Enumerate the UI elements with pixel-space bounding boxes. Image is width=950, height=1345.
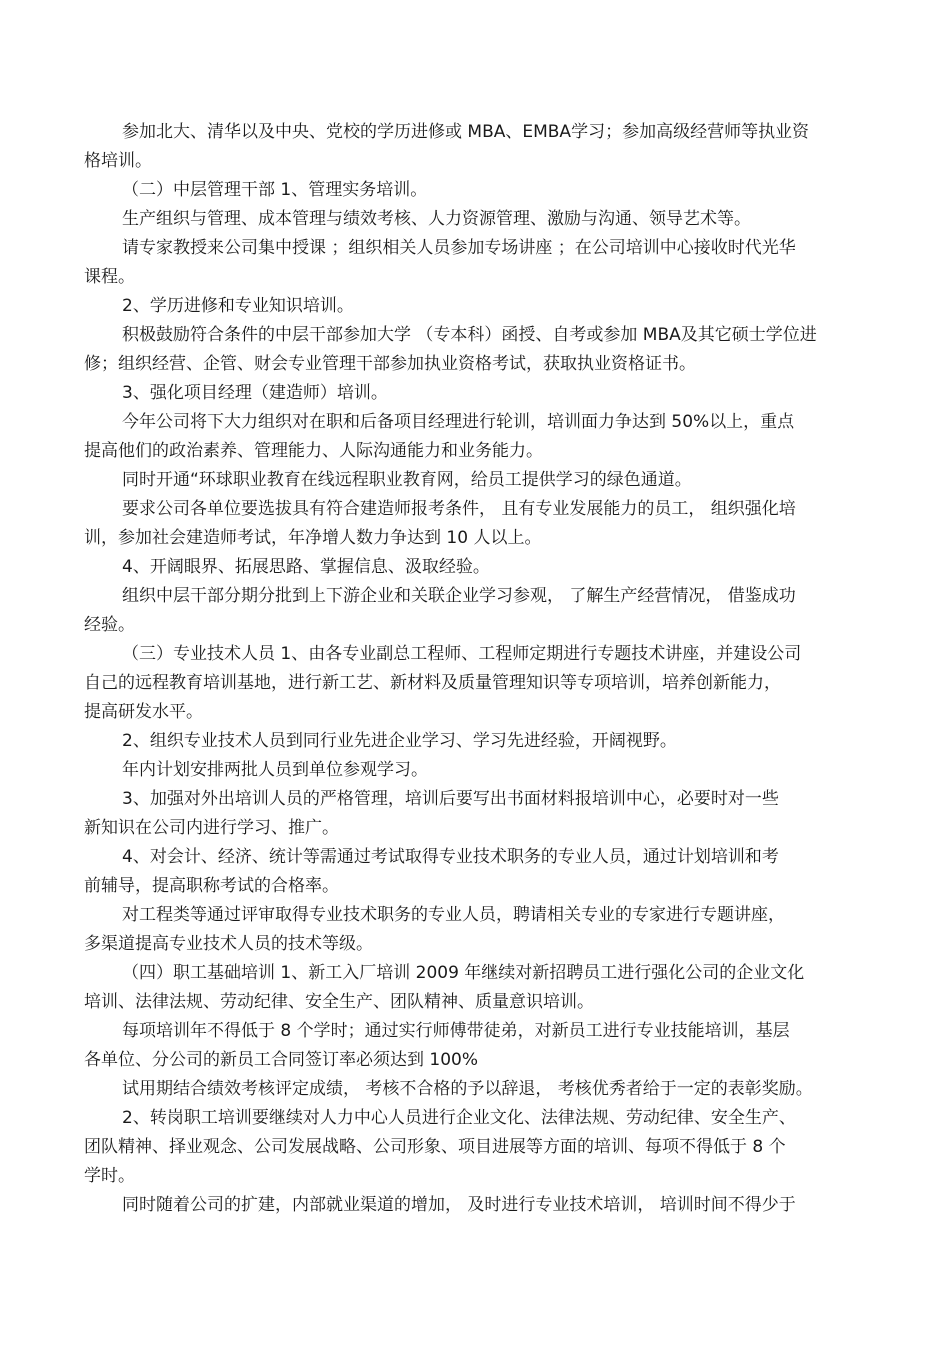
paragraph-line: 经验。 [84, 615, 135, 635]
paragraph-line: 2、学历进修和专业知识培训。 [122, 296, 354, 316]
paragraph-line: 4、对会计、经济、统计等需通过考试取得专业技术职务的专业人员，通过计划培训和考 [122, 847, 779, 867]
section-heading: （四）职工基础培训 1、新工入厂培训 2009 年继续对新招聘员工进行强化公司的企业文化 [122, 963, 805, 983]
paragraph-line: 每项培训年不得低于 8 个学时；通过实行师傅带徒弟，对新员工进行专业技能培训，基层 [122, 1021, 790, 1041]
paragraph-line: 年内计划安排两批人员到单位参观学习。 [122, 760, 428, 780]
paragraph-line: 3、加强对外出培训人员的严格管理，培训后要写出书面材料报培训中心，必要时对一些 [122, 789, 779, 809]
paragraph-line: 生产组织与管理、成本管理与绩效考核、人力资源管理、激励与沟通、领导艺术等。 [122, 209, 751, 229]
paragraph-line: 各单位、分公司的新员工合同签订率必须达到 100% [84, 1050, 479, 1070]
paragraph-line: 4、开阔眼界、拓展思路、掌握信息、汲取经验。 [122, 557, 490, 577]
section-heading: （三）专业技术人员 1、由各专业副总工程师、工程师定期进行专题技术讲座，并建设公司 [122, 644, 802, 664]
paragraph-line: 课程。 [84, 267, 135, 287]
paragraph-line: 提高研发水平。 [84, 702, 203, 722]
paragraph-line: 请专家教授来公司集中授课 ；组织相关人员参加专场讲座 ；在公司培训中心接收时代光华 [122, 238, 796, 258]
paragraph-line: 3、强化项目经理（建造师）培训。 [122, 383, 388, 403]
paragraph-line: 要求公司各单位要选拔具有符合建造师报考条件， 且有专业发展能力的员工， 组织强化培 [122, 499, 796, 519]
paragraph-line: 培训、法律法规、劳动纪律、安全生产、团队精神、质量意识培训。 [84, 992, 594, 1012]
section-heading: （二）中层管理干部 1、管理实务培训。 [122, 180, 428, 200]
paragraph-line: 学时。 [84, 1166, 135, 1186]
paragraph-line: 试用期结合绩效考核评定成绩， 考核不合格的予以辞退， 考核优秀者给于一定的表彰奖励。 [122, 1079, 813, 1099]
paragraph-line: 积极鼓励符合条件的中层干部参加大学 （专本科）函授、自考或参加 MBA及其它硕士学位进 [122, 325, 817, 345]
paragraph-line: 新知识在公司内进行学习、推广。 [84, 818, 339, 838]
paragraph-line: 提高他们的政治素养、管理能力、人际沟通能力和业务能力。 [84, 441, 543, 461]
paragraph-line: 训，参加社会建造师考试，年净增人数力争达到 10 人以上。 [84, 528, 542, 548]
paragraph-line: 2、转岗职工培训要继续对人力中心人员进行企业文化、法律法规、劳动纪律、安全生产、 [122, 1108, 796, 1128]
paragraph-line: 多渠道提高专业技术人员的技术等级。 [84, 934, 373, 954]
paragraph-line: 对工程类等通过评审取得专业技术职务的专业人员，聘请相关专业的专家进行专题讲座， [122, 905, 785, 925]
paragraph-line: 同时开通“环球职业教育在线远程职业教育网，给员工提供学习的绿色通道。 [122, 470, 692, 490]
paragraph-line: 同时随着公司的扩建，内部就业渠道的增加， 及时进行专业技术培训， 培训时间不得少于 [122, 1195, 796, 1215]
paragraph-line: 2、组织专业技术人员到同行业先进企业学习、学习先进经验，开阔视野。 [122, 731, 677, 751]
paragraph-line: 前辅导，提高职称考试的合格率。 [84, 876, 339, 896]
paragraph-line: 参加北大、清华以及中央、党校的学历进修或 MBA、EMBA学习；参加高级经营师等执业资 [122, 122, 810, 142]
paragraph-line: 修；组织经营、企管、财会专业管理干部参加执业资格考试，获取执业资格证书。 [84, 354, 696, 374]
paragraph-line: 格培训。 [84, 151, 152, 171]
paragraph-line: 组织中层干部分期分批到上下游企业和关联企业学习参观， 了解生产经营情况， 借鉴成功 [122, 586, 796, 606]
paragraph-line: 今年公司将下大力组织对在职和后备项目经理进行轮训，培训面力争达到 50%以上，重点 [122, 412, 795, 432]
paragraph-line: 团队精神、择业观念、公司发展战略、公司形象、项目进展等方面的培训、每项不得低于 8 个 [84, 1137, 786, 1157]
paragraph-line: 自己的远程教育培训基地，进行新工艺、新材料及质量管理知识等专项培训，培养创新能力， [84, 673, 781, 693]
